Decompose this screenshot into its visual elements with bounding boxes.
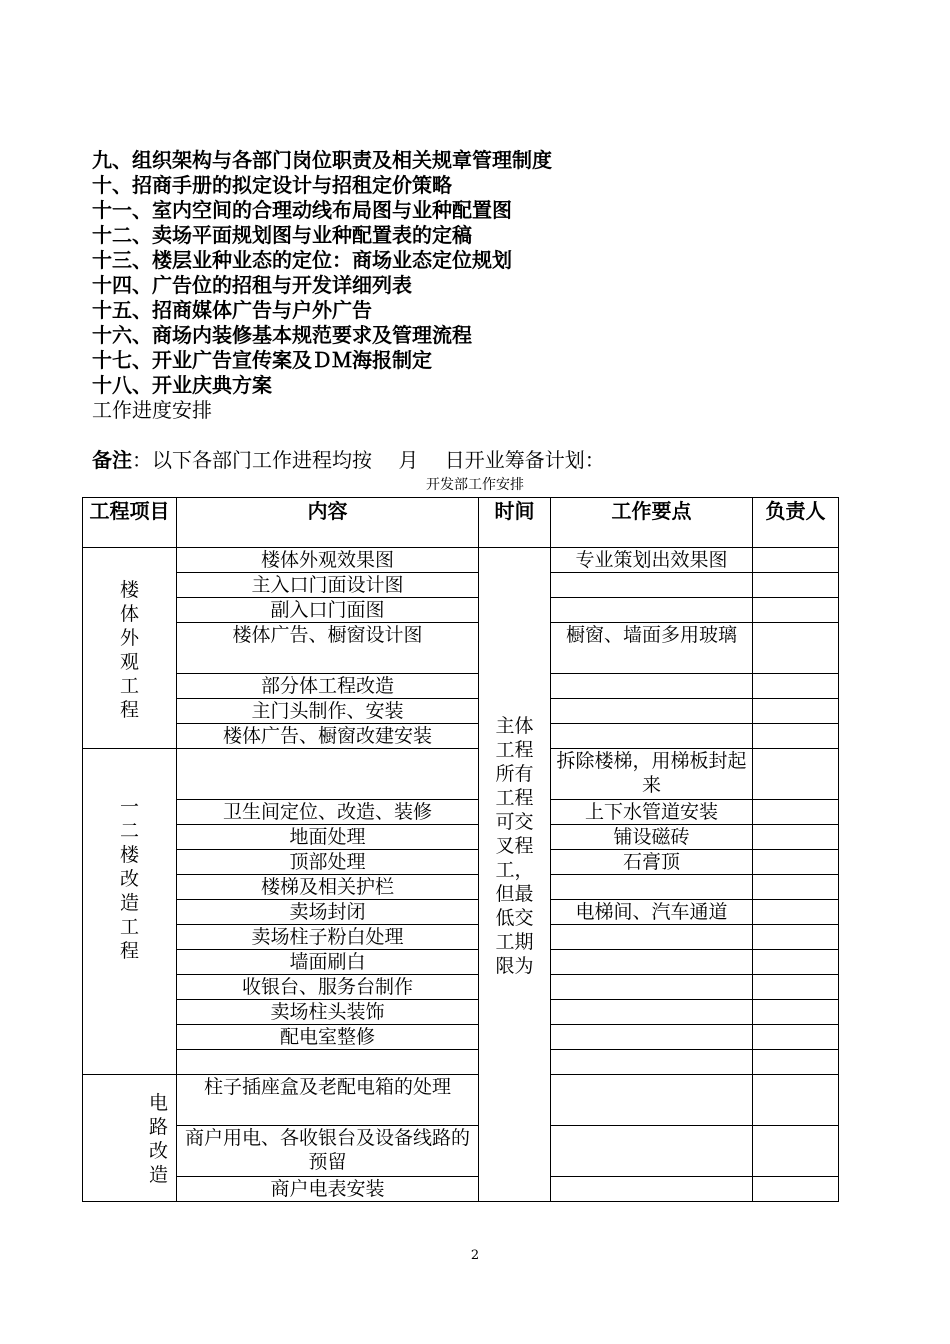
owner-cell xyxy=(753,825,839,850)
key-points-cell xyxy=(551,1177,753,1202)
content-cell: 商户用电、各收银台及设备线路的预留 xyxy=(177,1126,479,1177)
owner-cell xyxy=(753,900,839,925)
key-points-cell: 铺设磁砖 xyxy=(551,825,753,850)
owner-cell xyxy=(753,623,839,674)
project-group-name: 电路改造 xyxy=(148,1092,168,1186)
owner-cell xyxy=(753,1050,839,1075)
outline-list xyxy=(92,148,552,398)
owner-cell xyxy=(753,548,839,573)
header-key-points: 工作要点 xyxy=(551,498,753,548)
content-cell: 商户电表安装 xyxy=(177,1177,479,1202)
key-points-cell xyxy=(551,1075,753,1126)
project-group-cell xyxy=(83,548,177,749)
table-row xyxy=(83,1126,839,1177)
owner-cell xyxy=(753,925,839,950)
owner-cell xyxy=(753,573,839,598)
key-points-cell xyxy=(551,925,753,950)
note-label: 备注 xyxy=(92,448,132,472)
owner-cell xyxy=(753,875,839,900)
project-group-name: 楼体外观工程 xyxy=(119,579,139,721)
outline-item: 十二、卖场平面规划图与业种配置表的定稿 xyxy=(92,223,472,247)
key-points-cell: 上下水管道安装 xyxy=(551,800,753,825)
outline-item: 十八、开业庆典方案 xyxy=(92,373,272,397)
header-time: 时间 xyxy=(479,498,551,548)
note-text: ：以下各部门工作进程均按 月 日开业筹备计划： xyxy=(132,448,605,472)
table-row xyxy=(83,1025,839,1050)
owner-cell xyxy=(753,699,839,724)
outline-item: 十六、商场内装修基本规范要求及管理流程 xyxy=(92,323,472,347)
table-row xyxy=(83,699,839,724)
content-cell: 副入口门面图 xyxy=(177,598,479,623)
content-cell: 收银台、服务台制作 xyxy=(177,975,479,1000)
table-row xyxy=(83,800,839,825)
key-points-cell: 电梯间、汽车通道 xyxy=(551,900,753,925)
key-points-cell xyxy=(551,573,753,598)
project-group-cell xyxy=(83,1075,177,1202)
work-schedule-table xyxy=(82,497,839,1202)
table-row xyxy=(83,548,839,573)
owner-cell xyxy=(753,1177,839,1202)
header-owner: 负责人 xyxy=(753,498,839,548)
table-row xyxy=(83,1000,839,1025)
table-row xyxy=(83,623,839,674)
content-cell: 卖场封闭 xyxy=(177,900,479,925)
table-row xyxy=(83,1177,839,1202)
table-row xyxy=(83,975,839,1000)
header-project: 工程项目 xyxy=(83,498,177,548)
key-points-cell: 专业策划出效果图 xyxy=(551,548,753,573)
content-cell: 楼梯及相关护栏 xyxy=(177,875,479,900)
outline-item: 十一、室内空间的合理动线布局图与业种配置图 xyxy=(92,198,512,222)
content-cell: 部分体工程改造 xyxy=(177,674,479,699)
owner-cell xyxy=(753,975,839,1000)
key-points-cell xyxy=(551,674,753,699)
owner-cell xyxy=(753,1075,839,1126)
owner-cell xyxy=(753,674,839,699)
content-cell: 楼体广告、橱窗设计图 xyxy=(177,623,479,674)
outline-item: 十三、楼层业种业态的定位：商场业态定位规划 xyxy=(92,248,512,272)
table-row xyxy=(83,674,839,699)
table-row xyxy=(83,1050,839,1075)
content-cell: 主入口门面设计图 xyxy=(177,573,479,598)
table-row xyxy=(83,825,839,850)
content-cell: 墙面刷白 xyxy=(177,950,479,975)
key-points-cell: 石膏顶 xyxy=(551,850,753,875)
owner-cell xyxy=(753,749,839,800)
key-points-cell xyxy=(551,1050,753,1075)
key-points-cell: 拆除楼梯，用梯板封起来 xyxy=(551,749,753,800)
content-cell: 配电室整修 xyxy=(177,1025,479,1050)
content-cell: 主门头制作、安装 xyxy=(177,699,479,724)
outline-item: 十四、广告位的招租与开发详细列表 xyxy=(92,273,412,297)
key-points-cell xyxy=(551,975,753,1000)
owner-cell xyxy=(753,850,839,875)
outline-item: 十五、招商媒体广告与户外广告 xyxy=(92,298,372,322)
key-points-cell xyxy=(551,1025,753,1050)
outline-item: 十、招商手册的拟定设计与招租定价策略 xyxy=(92,173,452,197)
table-row xyxy=(83,573,839,598)
content-cell: 卖场柱头装饰 xyxy=(177,1000,479,1025)
key-points-cell xyxy=(551,1126,753,1177)
header-content: 内容 xyxy=(177,498,479,548)
table-row xyxy=(83,724,839,749)
table-row xyxy=(83,1075,839,1126)
owner-cell xyxy=(753,598,839,623)
time-cell xyxy=(479,548,551,1202)
content-cell: 卖场柱子粉白处理 xyxy=(177,925,479,950)
table-row xyxy=(83,875,839,900)
table-row xyxy=(83,598,839,623)
key-points-cell xyxy=(551,699,753,724)
content-cell: 楼体外观效果图 xyxy=(177,548,479,573)
content-cell: 地面处理 xyxy=(177,825,479,850)
key-points-cell xyxy=(551,875,753,900)
table-row xyxy=(83,749,839,800)
content-cell: 楼体广告、橱窗改建安装 xyxy=(177,724,479,749)
content-cell: 柱子插座盒及老配电箱的处理 xyxy=(177,1075,479,1126)
table-header-row xyxy=(83,498,839,548)
page-number: 2 xyxy=(470,1248,480,1263)
time-text: 主体工程所有工程可交叉程工，但最低交工期限为 xyxy=(495,715,534,977)
owner-cell xyxy=(753,1000,839,1025)
table-row xyxy=(83,900,839,925)
owner-cell xyxy=(753,800,839,825)
owner-cell xyxy=(753,950,839,975)
content-cell xyxy=(177,749,479,800)
outline-item: 九、组织架构与各部门岗位职责及相关规章管理制度 xyxy=(92,148,552,172)
key-points-cell xyxy=(551,598,753,623)
key-points-cell xyxy=(551,1000,753,1025)
note-line xyxy=(92,448,605,473)
owner-cell xyxy=(753,724,839,749)
owner-cell xyxy=(753,1126,839,1177)
key-points-cell xyxy=(551,950,753,975)
table-row xyxy=(83,950,839,975)
key-points-cell: 橱窗、墙面多用玻璃 xyxy=(551,623,753,674)
project-group-cell xyxy=(83,749,177,1075)
key-points-cell xyxy=(551,724,753,749)
project-group-name: 一二楼改造工程 xyxy=(119,796,139,962)
owner-cell xyxy=(753,1025,839,1050)
content-cell: 卫生间定位、改造、装修 xyxy=(177,800,479,825)
progress-heading: 工作进度安排 xyxy=(92,398,212,422)
content-cell: 顶部处理 xyxy=(177,850,479,875)
outline-item: 十七、开业广告宣传案及ＤＭ海报制定 xyxy=(92,348,432,372)
content-cell xyxy=(177,1050,479,1075)
table-row xyxy=(83,925,839,950)
table-row xyxy=(83,850,839,875)
table-caption: 开发部工作安排 xyxy=(426,477,524,493)
